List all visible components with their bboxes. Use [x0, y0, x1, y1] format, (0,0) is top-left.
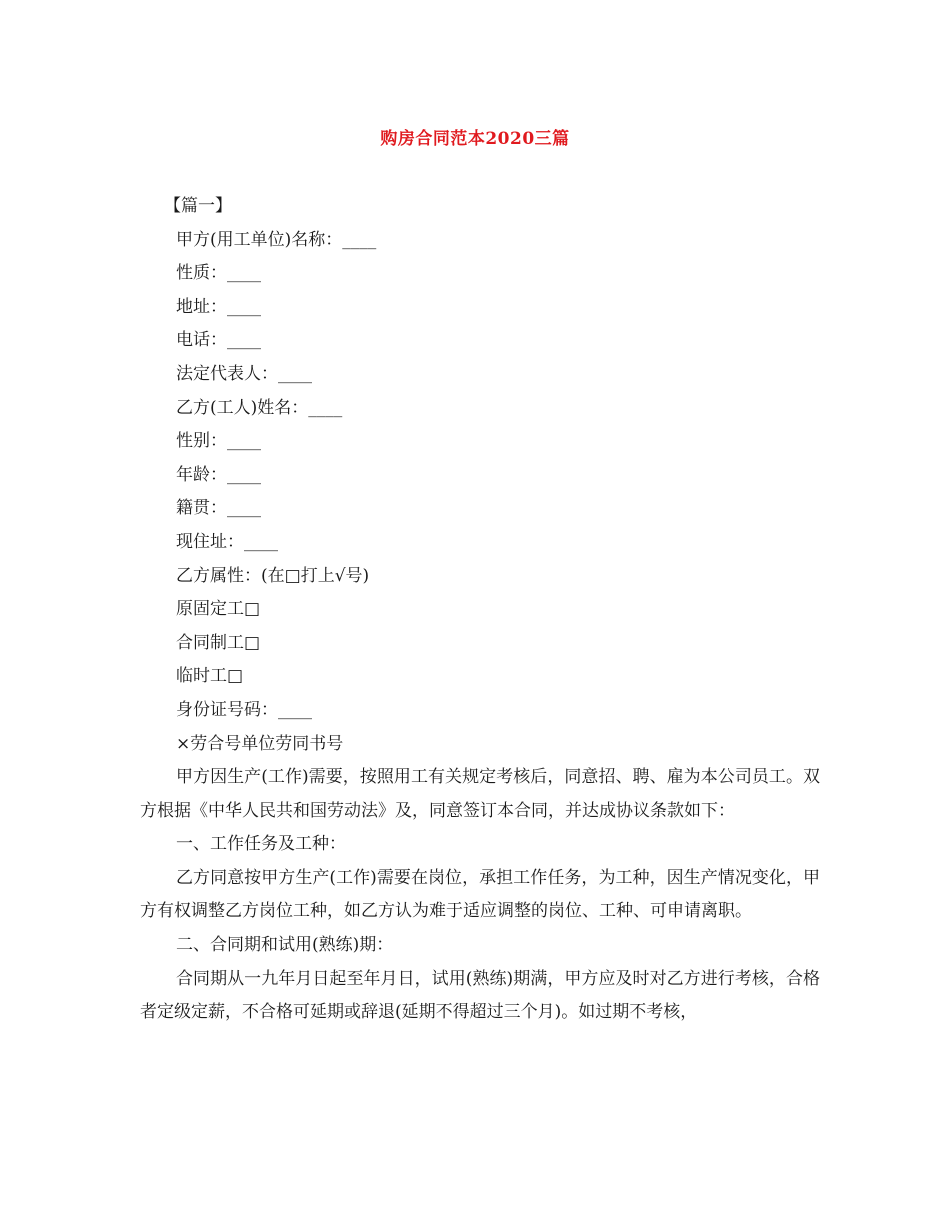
section-heading: 【篇一】 [164, 196, 232, 216]
document-body [140, 190, 820, 1030]
field-worker-name: 乙方(工人)姓名：____ [176, 397, 343, 418]
document-title: 购房合同范本2020三篇 [380, 129, 570, 149]
clause-1-title: 一、工作任务及工种： [176, 834, 346, 855]
field-phone: 电话：____ [176, 330, 261, 351]
field-current-address: 现住址：____ [176, 531, 278, 552]
paragraph-intro: 甲方因生产(工作)需要，按照用工有关规定考核后，同意招、聘、雇为本公司员工。双方根据《中华人民共和国劳动法》及，同意签订本合同，并达成协议条款如下： [140, 767, 820, 821]
clause-1-text: 乙方同意按甲方生产(工作)需要在岗位，承担工作任务，为工种，因生产情况变化，甲方有权调整乙方岗位工种，如乙方认为难于适应调整的岗位、工种、可申请离职。 [140, 867, 820, 922]
field-employer-name: 甲方(用工单位)名称：____ [176, 229, 377, 250]
field-contract-number: ×劳合号单位劳同书号 [176, 733, 344, 754]
field-gender: 性别：____ [176, 431, 261, 452]
clause-2-text: 合同期从一九年月日起至年月日，试用(熟练)期满，甲方应及时对乙方进行考核，合格者定级定薪，不合格可延期或辞退(延期不得超过三个月)。如过期不考核， [140, 968, 820, 1023]
field-worker-type: 乙方属性：(在□打上√号) [176, 565, 370, 586]
field-origin: 籍贯：____ [176, 498, 261, 519]
field-age: 年龄：____ [176, 464, 261, 485]
field-address: 地址：____ [176, 296, 261, 317]
option-contract-worker: 合同制工□ [176, 632, 261, 653]
option-permanent-worker: 原固定工□ [176, 599, 261, 620]
field-legal-rep: 法定代表人：____ [176, 363, 312, 384]
field-nature: 性质：____ [176, 263, 261, 284]
clause-2-title: 二、合同期和试用(熟练)期： [176, 935, 394, 956]
option-temporary-worker: 临时工□ [176, 666, 244, 687]
field-id-number: 身份证号码：____ [176, 699, 312, 720]
